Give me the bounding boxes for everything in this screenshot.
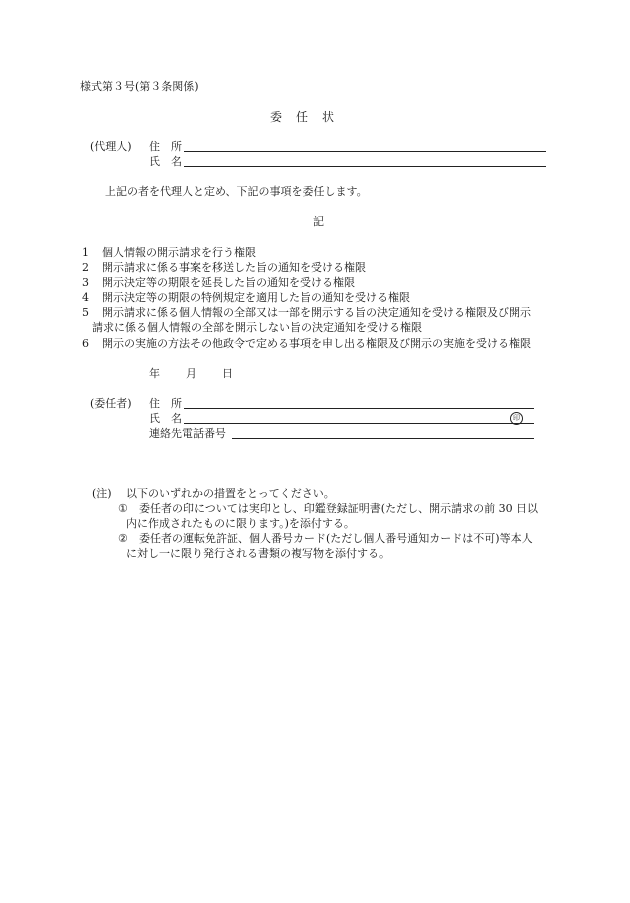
list-item: [82, 276, 355, 290]
list-item: [82, 261, 366, 275]
agent-address-field[interactable]: [184, 151, 546, 152]
principal-name-field[interactable]: [184, 423, 534, 424]
note-mark: ①: [118, 502, 128, 515]
item-text: 開示請求に係る事案を移送した旨の通知を受ける権限: [102, 261, 366, 274]
item-number: 4: [82, 291, 89, 304]
date-day-label: 日: [222, 367, 233, 380]
item-text: 開示決定等の期限の特例規定を適用した旨の通知を受ける権限: [102, 291, 410, 304]
principal-label: (委任者): [90, 397, 132, 410]
item-text-continuation: 請求に係る個人情報の全部を開示しない旨の決定通知を受ける権限: [92, 321, 422, 334]
form-number: 様式第３号(第３条関係): [80, 80, 199, 93]
list-item: [82, 337, 531, 351]
item-number: 3: [82, 276, 89, 289]
agent-label: (代理人): [90, 140, 132, 153]
item-number: 5: [82, 306, 89, 319]
item-text: 開示請求に係る個人情報の全部又は一部を開示する旨の決定通知を受ける権限及び開示: [102, 306, 531, 319]
note-text-continuation: に対し一に限り発行される書類の複写物を添付する。: [126, 547, 390, 560]
item-number: 2: [82, 261, 89, 274]
item-text: 開示決定等の期限を延長した旨の通知を受ける権限: [102, 276, 355, 289]
note-text-continuation: 内に作成されたものに限ります。)を添付する。: [126, 517, 355, 530]
list-item: [82, 246, 256, 260]
principal-phone-label: 連絡先電話番号: [149, 427, 226, 440]
agent-name-field[interactable]: [184, 166, 546, 167]
list-item: [82, 306, 531, 320]
ki-heading: 記: [313, 215, 324, 228]
document-title: 委 任 状: [270, 110, 336, 124]
agent-address-label: 住 所: [149, 140, 182, 153]
date-year-label: 年: [149, 367, 160, 380]
item-number: 1: [82, 246, 89, 259]
note-text: 委任者の運転免許証、個人番号カード(ただし個人番号通知カードは不可)等本人: [139, 532, 533, 545]
item-text: 開示の実施の方法その他政令で定める事項を申し出る権限及び開示の実施を受ける権限: [102, 337, 531, 350]
principal-address-field[interactable]: [184, 408, 534, 409]
notes-intro: 以下のいずれかの措置をとってください。: [126, 487, 335, 500]
principal-address-label: 住 所: [149, 397, 182, 410]
note-mark: ②: [118, 532, 128, 545]
agent-name-label: 氏 名: [149, 155, 182, 168]
list-item: [82, 291, 410, 305]
principal-phone-field[interactable]: [232, 438, 534, 439]
intro-text: 上記の者を代理人と定め、下記の事項を委任します。: [105, 185, 368, 198]
notes-label: (注): [92, 487, 112, 500]
date-month-label: 月: [186, 367, 197, 380]
principal-name-label: 氏 名: [149, 412, 182, 425]
item-text: 個人情報の開示請求を行う権限: [102, 246, 256, 259]
note-text: 委任者の印については実印とし、印鑑登録証明書(ただし、開示請求の前 30 日以: [139, 502, 539, 515]
item-number: 6: [82, 337, 89, 350]
seal-mark-icon: 印: [510, 412, 523, 425]
